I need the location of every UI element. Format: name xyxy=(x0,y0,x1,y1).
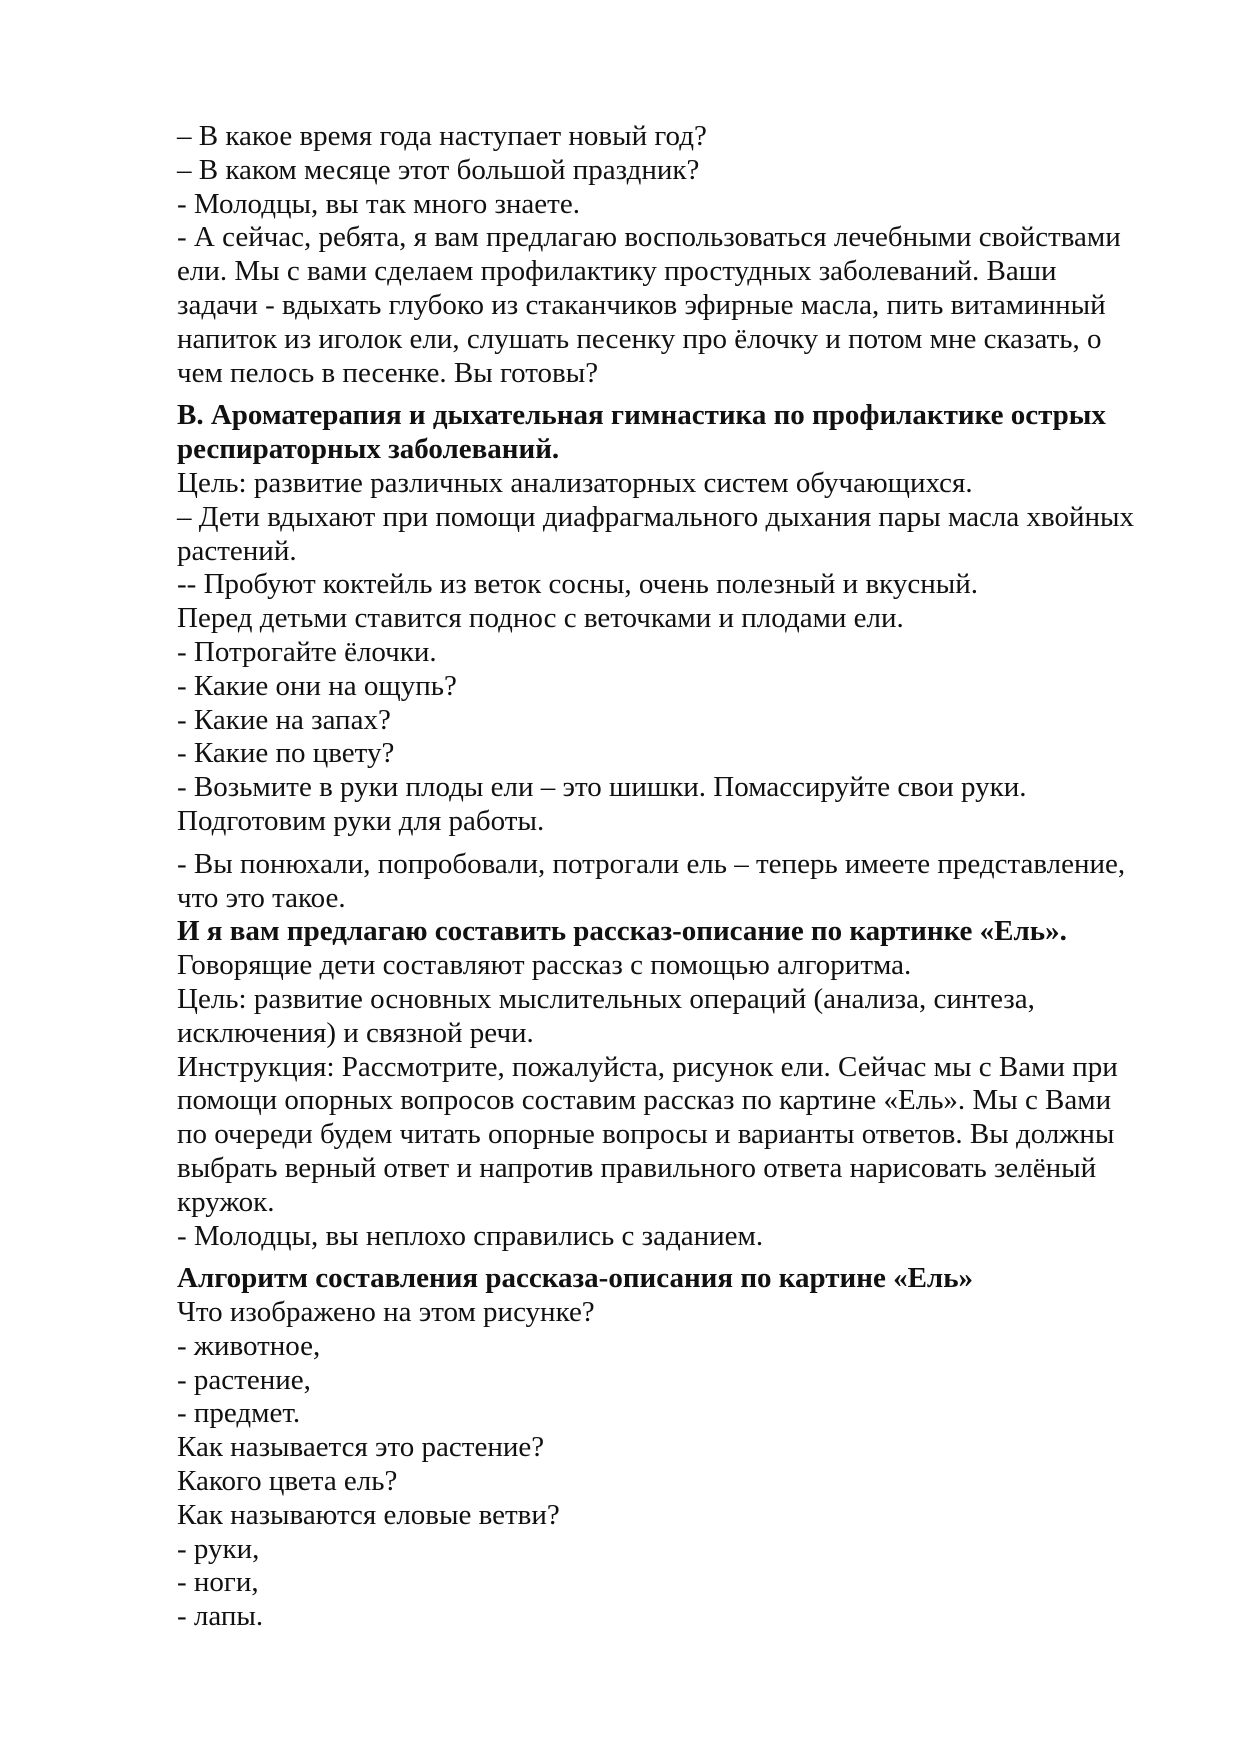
text-line: респираторных заболеваний. xyxy=(177,433,560,466)
text-paragraph xyxy=(177,501,1157,569)
text-line: чем пелось в песенке. Вы готовы? xyxy=(177,356,599,389)
text-line: Алгоритм составления рассказа-описания по картине «Ель» xyxy=(177,1262,974,1295)
text-paragraph xyxy=(177,1431,1157,1465)
text-paragraph xyxy=(177,602,1157,636)
text-line: – В каком месяце этот большой праздник? xyxy=(177,153,700,186)
heading-paragraph xyxy=(177,915,1157,949)
text-paragraph xyxy=(177,467,1157,501)
text-line: Цель: развитие основных мыслительных операций (анализа, синтеза, xyxy=(177,982,1035,1015)
heading-paragraph xyxy=(177,1262,1157,1296)
text-paragraph xyxy=(177,1296,1157,1330)
text-paragraph xyxy=(177,704,1157,738)
text-line: что это такое. xyxy=(177,881,346,914)
text-line: - предмет. xyxy=(177,1397,301,1430)
text-line: Цель: развитие различных анализаторных систем обучающихся. xyxy=(177,466,973,499)
text-line: напиток из иголок ели, слушать песенку про ёлочку и потом мне сказать, о xyxy=(177,322,1102,355)
text-line: исключения) и связной речи. xyxy=(177,1016,534,1049)
text-paragraph xyxy=(177,221,1157,390)
text-line: - Какие по цвету? xyxy=(177,737,395,770)
text-paragraph xyxy=(177,1533,1157,1567)
text-paragraph xyxy=(177,670,1157,704)
text-line: - растение, xyxy=(177,1363,311,1396)
text-paragraph xyxy=(177,1465,1157,1499)
text-line: выбрать верный ответ и напротив правильного ответа нарисовать зелёный xyxy=(177,1151,1097,1184)
text-line: - Возьмите в руки плоды ели – это шишки. Помассируйте свои руки. xyxy=(177,771,1027,804)
text-line: Перед детьми ставится поднос с веточками и плодами ели. xyxy=(177,602,904,635)
text-line: - Какие на запах? xyxy=(177,703,391,736)
text-paragraph xyxy=(177,848,1157,916)
text-line: Как называются еловые ветви? xyxy=(177,1498,560,1531)
text-line: - Молодцы, вы неплохо справились с заданием. xyxy=(177,1219,764,1252)
text-paragraph xyxy=(177,120,1157,154)
text-line: - Вы понюхали, попробовали, потрогали ель – теперь имеете представление, xyxy=(177,847,1126,880)
text-line: Подготовим руки для работы. xyxy=(177,804,545,837)
text-paragraph xyxy=(177,568,1157,602)
text-line: -- Пробуют коктейль из веток сосны, очень полезный и вкусный. xyxy=(177,568,978,601)
text-paragraph xyxy=(177,1051,1157,1220)
text-line: Инструкция: Рассмотрите, пожалуйста, рисунок ели. Сейчас мы с Вами при xyxy=(177,1050,1118,1083)
text-line: - А сейчас, ребята, я вам предлагаю воспользоваться лечебными свойствами xyxy=(177,221,1121,254)
text-line: В. Ароматерапия и дыхательная гимнастика по профилактике острых xyxy=(177,399,1106,432)
text-paragraph xyxy=(177,983,1157,1051)
text-line: растений. xyxy=(177,534,297,567)
text-line: - ноги, xyxy=(177,1566,259,1599)
text-line: ели. Мы с вами сделаем профилактику простудных заболеваний. Ваши xyxy=(177,255,1057,288)
heading-paragraph xyxy=(177,399,1157,467)
text-line: задачи - вдыхать глубоко из стаканчиков эфирные масла, пить витаминный xyxy=(177,288,1106,321)
text-line: помощи опорных вопросов составим рассказ по картине «Ель». Мы с Вами xyxy=(177,1084,1112,1117)
text-line: Какого цвета ель? xyxy=(177,1465,398,1498)
text-paragraph xyxy=(177,1499,1157,1533)
text-line: - Какие они на ощупь? xyxy=(177,669,457,702)
text-paragraph xyxy=(177,1566,1157,1600)
text-line: Что изображено на этом рисунке? xyxy=(177,1296,595,1329)
text-line: по очереди будем читать опорные вопросы и варианты ответов. Вы должны xyxy=(177,1118,1115,1151)
text-line: – В какое время года наступает новый год? xyxy=(177,120,707,152)
text-paragraph xyxy=(177,1220,1157,1254)
text-line: Говорящие дети составляют рассказ с помощью алгоритма. xyxy=(177,949,912,982)
text-line: - Молодцы, вы так много знаете. xyxy=(177,187,580,220)
text-paragraph xyxy=(177,771,1157,839)
text-line: - лапы. xyxy=(177,1600,264,1633)
text-line: - животное, xyxy=(177,1329,321,1362)
text-line: кружок. xyxy=(177,1185,275,1218)
document-body xyxy=(177,120,1157,1634)
text-paragraph xyxy=(177,188,1157,222)
text-paragraph xyxy=(177,949,1157,983)
text-paragraph xyxy=(177,1600,1157,1634)
text-line: – Дети вдыхают при помощи диафрагмального дыхания пары масла хвойных xyxy=(177,500,1135,533)
text-line: - руки, xyxy=(177,1532,260,1565)
text-line: Как называется это растение? xyxy=(177,1431,545,1464)
text-paragraph xyxy=(177,1330,1157,1364)
text-paragraph xyxy=(177,154,1157,188)
text-paragraph xyxy=(177,1397,1157,1431)
text-line: И я вам предлагаю составить рассказ-описание по картинке «Ель». xyxy=(177,915,1067,948)
text-paragraph xyxy=(177,636,1157,670)
text-paragraph xyxy=(177,737,1157,771)
text-line: - Потрогайте ёлочки. xyxy=(177,635,437,668)
text-paragraph xyxy=(177,1364,1157,1398)
